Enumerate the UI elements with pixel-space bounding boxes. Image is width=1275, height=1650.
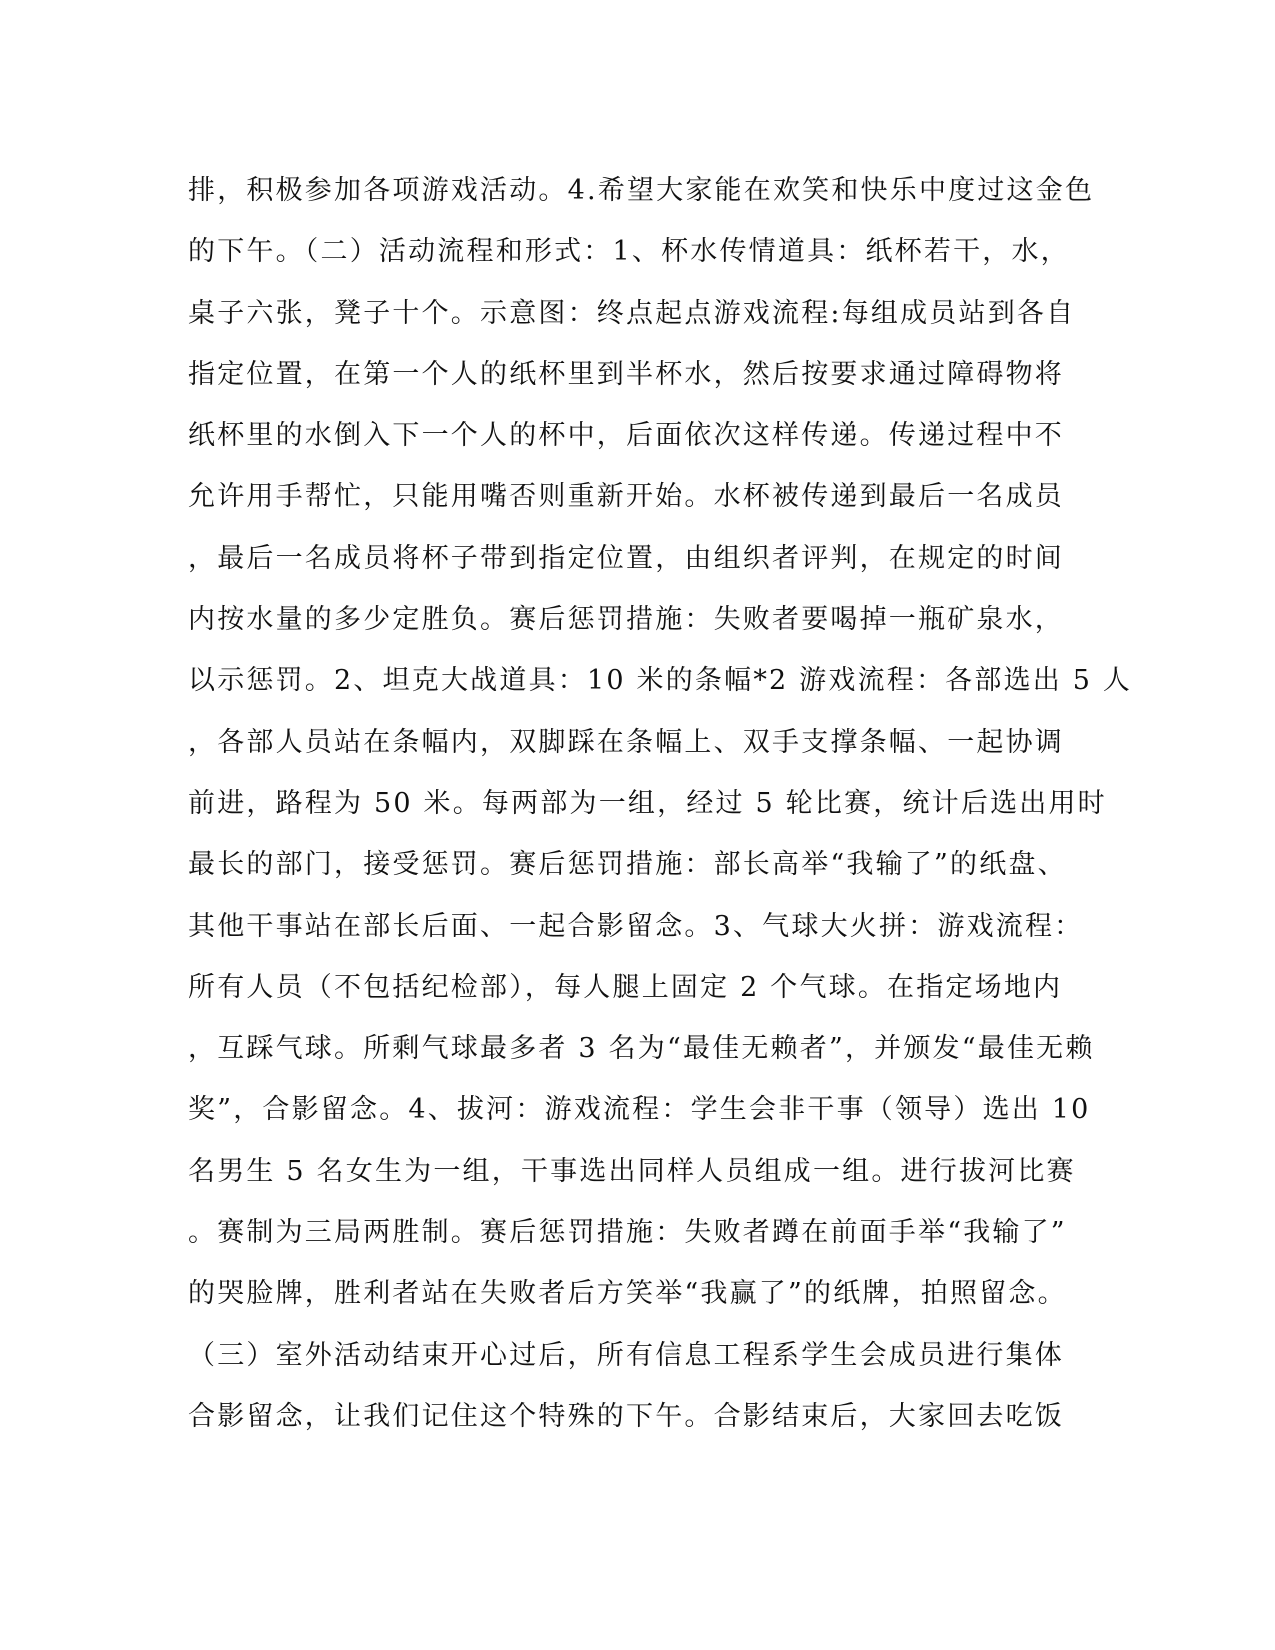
text-line: 最长的部门，接受惩罚。赛后惩罚措施：部长高举“我输了”的纸盘、 [188, 849, 1067, 881]
text-line: 的哭脸牌，胜利者站在失败者后方笑举“我赢了”的纸牌，拍照留念。 [188, 1278, 1067, 1310]
text-line: 桌子六张，凳子十个。示意图：终点起点游戏流程:每组成员站到各自 [188, 297, 1076, 329]
text-line: 合影留念，让我们记住这个特殊的下午。合影结束后，大家回去吃饭 [188, 1400, 1064, 1432]
text-line: 。赛制为三局两胜制。赛后惩罚措施：失败者蹲在前面手举“我输了” [188, 1217, 1067, 1249]
text-line: 纸杯里的水倒入下一个人的杯中，后面依次这样传递。传递过程中不 [188, 420, 1064, 452]
text-line: 排，积极参加各项游戏活动。4.希望大家能在欢笑和快乐中度过这金色 [188, 175, 1095, 206]
text-line: 奖”，合影留念。4、拔河：游戏流程：学生会非干事（领导）选出 10 [188, 1094, 1091, 1126]
text-line: 允许用手帮忙，只能用嘴否则重新开始。水杯被传递到最后一名成员 [188, 481, 1064, 513]
text-line: ，各部人员站在条幅内，双脚踩在条幅上、双手支撑条幅、一起协调 [188, 726, 1064, 758]
body-text [188, 160, 1133, 1447]
text-line: 的下午。（二）活动流程和形式：1、杯水传情道具：纸杯若干，水， [188, 236, 1070, 268]
text-line: 其他干事站在部长后面、一起合影留念。3、气球大火拼：游戏流程： [188, 910, 1084, 942]
text-line: 以示惩罚。2、坦克大战道具：10 米的条幅*2 游戏流程：各部选出 5 人 [188, 665, 1133, 697]
text-line: 指定位置，在第一个人的纸杯里到半杯水，然后按要求通过障碍物将 [188, 358, 1064, 390]
text-line: （三）室外活动结束开心过后，所有信息工程系学生会成员进行集体 [188, 1339, 1064, 1371]
text-line: 名男生 5 名女生为一组，干事选出同样人员组成一组。进行拔河比赛 [188, 1155, 1076, 1187]
text-line: ，互踩气球。所剩气球最多者 3 名为“最佳无赖者”，并颁发“最佳无赖 [188, 1033, 1095, 1065]
text-line: 内按水量的多少定胜负。赛后惩罚措施：失败者要喝掉一瓶矿泉水， [188, 604, 1064, 636]
text-line: 所有人员（不包括纪检部），每人腿上固定 2 个气球。在指定场地内 [188, 971, 1063, 1003]
text-line: ，最后一名成员将杯子带到指定位置，由组织者评判，在规定的时间 [188, 542, 1064, 574]
text-line: 前进，路程为 50 米。每两部为一组，经过 5 轮比赛，统计后选出用时 [188, 787, 1107, 819]
